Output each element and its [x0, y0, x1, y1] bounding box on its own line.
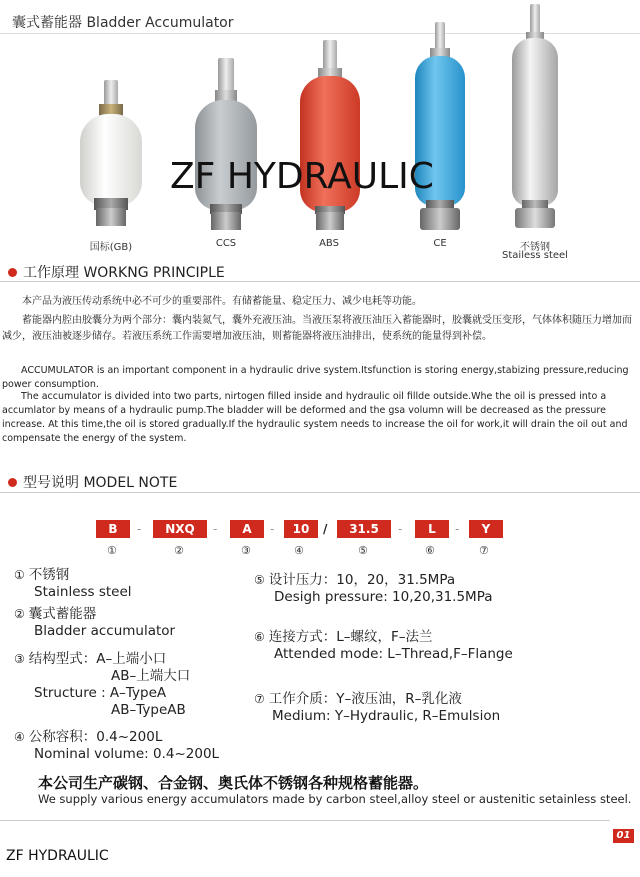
model-code-separator: -	[455, 522, 460, 536]
principle-cn-paragraph-2: 蓄能器内腔由胶囊分为两个部分：囊内装氮气，囊外充液压油。当液压泵将液压油压入蓄能器时，胶囊就受压变形，气体体积随压力增加而减少，液压油被逐步储存。若液压系统工作需要增加液压油，则蓄能器将液压油排出，使系统的能量得到补偿。	[2, 315, 632, 342]
model-code-pressure: 31.5	[337, 520, 391, 538]
product-label-ccs: CCS	[215, 238, 237, 249]
code-index-1: ①	[107, 544, 117, 557]
section-divider	[0, 281, 640, 282]
code-index-5: ⑤	[358, 544, 368, 557]
model-heading	[8, 472, 177, 492]
code-index-3: ③	[241, 544, 251, 557]
accumulator-abs-image	[298, 40, 362, 230]
summary-en: We supply various energy accumulators made by carbon steel,alloy steel or austenitic setainless steel.	[38, 792, 632, 806]
product-label-stainless: 不锈钢	[520, 242, 550, 253]
page-number-badge: 01	[613, 829, 634, 843]
code-index-4: ④	[294, 544, 304, 557]
model-heading-text: 型号说明 MODEL NOTE	[23, 475, 178, 491]
note-1: ① 不锈钢 Stainless steel	[14, 567, 132, 600]
note-4: ④ 公称容积：0.4~200L Nominal volume: 0.4~200L	[14, 729, 220, 762]
red-bullet-icon	[8, 478, 17, 487]
principle-en-paragraph-1: ACCUMULATOR is an important component in a hydraulic drive system.Itsfunction is storing energy,stabizing pressure,reducing power consumption.	[2, 365, 629, 390]
product-label-ce: CE	[433, 238, 447, 249]
note-2: ② 囊式蓄能器 Bladder accumulator	[14, 606, 176, 639]
model-code-y: Y	[469, 520, 503, 538]
model-code-b: B	[96, 520, 130, 538]
model-code-separator: -	[270, 522, 275, 536]
summary-cn: 本公司生产碳钢、合金钢、奥氏体不锈钢各种规格蓄能器。	[38, 774, 429, 792]
principle-en-paragraph-2: The accumulator is divided into two parts, nirtogen filled inside and hydraulic oil fillde outside.Whe the oil is pressed into a accumlator by means of a hydraulic pump.The bladder will be deformed and the gsa volumn will be decreased as the pressure increase. At this time,the oil is stored gradually.If the hydraulic system needs to increase the oil for work,it will drain the oil out and compensate the energy of the system.	[2, 391, 628, 444]
watermark-text: ZF HYDRAULIC	[170, 156, 434, 197]
accumulator-gb-image	[78, 80, 144, 230]
model-code-nxq: NXQ	[153, 520, 207, 538]
note-7: ⑦ 工作介质：Y–液压油，R–乳化液 Medium: Y–Hydraulic, R–Emulsion	[254, 691, 501, 724]
note-5: ⑤ 设计压力：10，20，31.5MPa Desigh pressure: 10,20,31.5MPa	[254, 572, 493, 605]
accumulator-stainless-image	[505, 4, 565, 230]
code-index-2: ②	[174, 544, 184, 557]
red-bullet-icon	[8, 268, 17, 277]
model-code-a: A	[230, 520, 264, 538]
principle-heading	[8, 262, 225, 282]
product-label-abs: ABS	[319, 238, 339, 249]
section-divider	[0, 492, 640, 493]
principle-heading-text: 工作原理 WORKNG PRINCIPLE	[23, 265, 225, 281]
code-index-7: ⑦	[479, 544, 489, 557]
model-code-separator: -	[137, 522, 142, 536]
principle-cn-paragraph-1: 本产品为液压传动系统中必不可少的重要部件。有储蓄能量、稳定压力、减少电耗等功能。	[2, 296, 422, 307]
note-6: ⑥ 连接方式：L–螺纹，F–法兰 Attended mode: L–Thread,F–Flange	[254, 629, 513, 662]
product-sublabel-stainless: Stailess steel	[502, 250, 568, 261]
model-code-l: L	[415, 520, 449, 538]
model-code-separator: -	[213, 522, 218, 536]
model-code-slash: /	[323, 522, 328, 536]
code-index-6: ⑥	[425, 544, 435, 557]
accumulator-ce-image	[410, 22, 470, 230]
bottom-divider	[0, 820, 610, 821]
product-label-gb: 国标(GB)	[89, 242, 133, 253]
footer-brand: ZF HYDRAULIC	[6, 848, 109, 864]
model-code-volume: 10	[284, 520, 318, 538]
model-code-separator: -	[398, 522, 403, 536]
accumulator-ccs-image	[194, 58, 258, 230]
note-3: ③ 结构型式：A–上端小口 AB–上端大口 Structure : A–TypeA AB–TypeAB	[14, 651, 191, 718]
page-title: 囊式蓄能器 Bladder Accumulator	[12, 15, 234, 31]
